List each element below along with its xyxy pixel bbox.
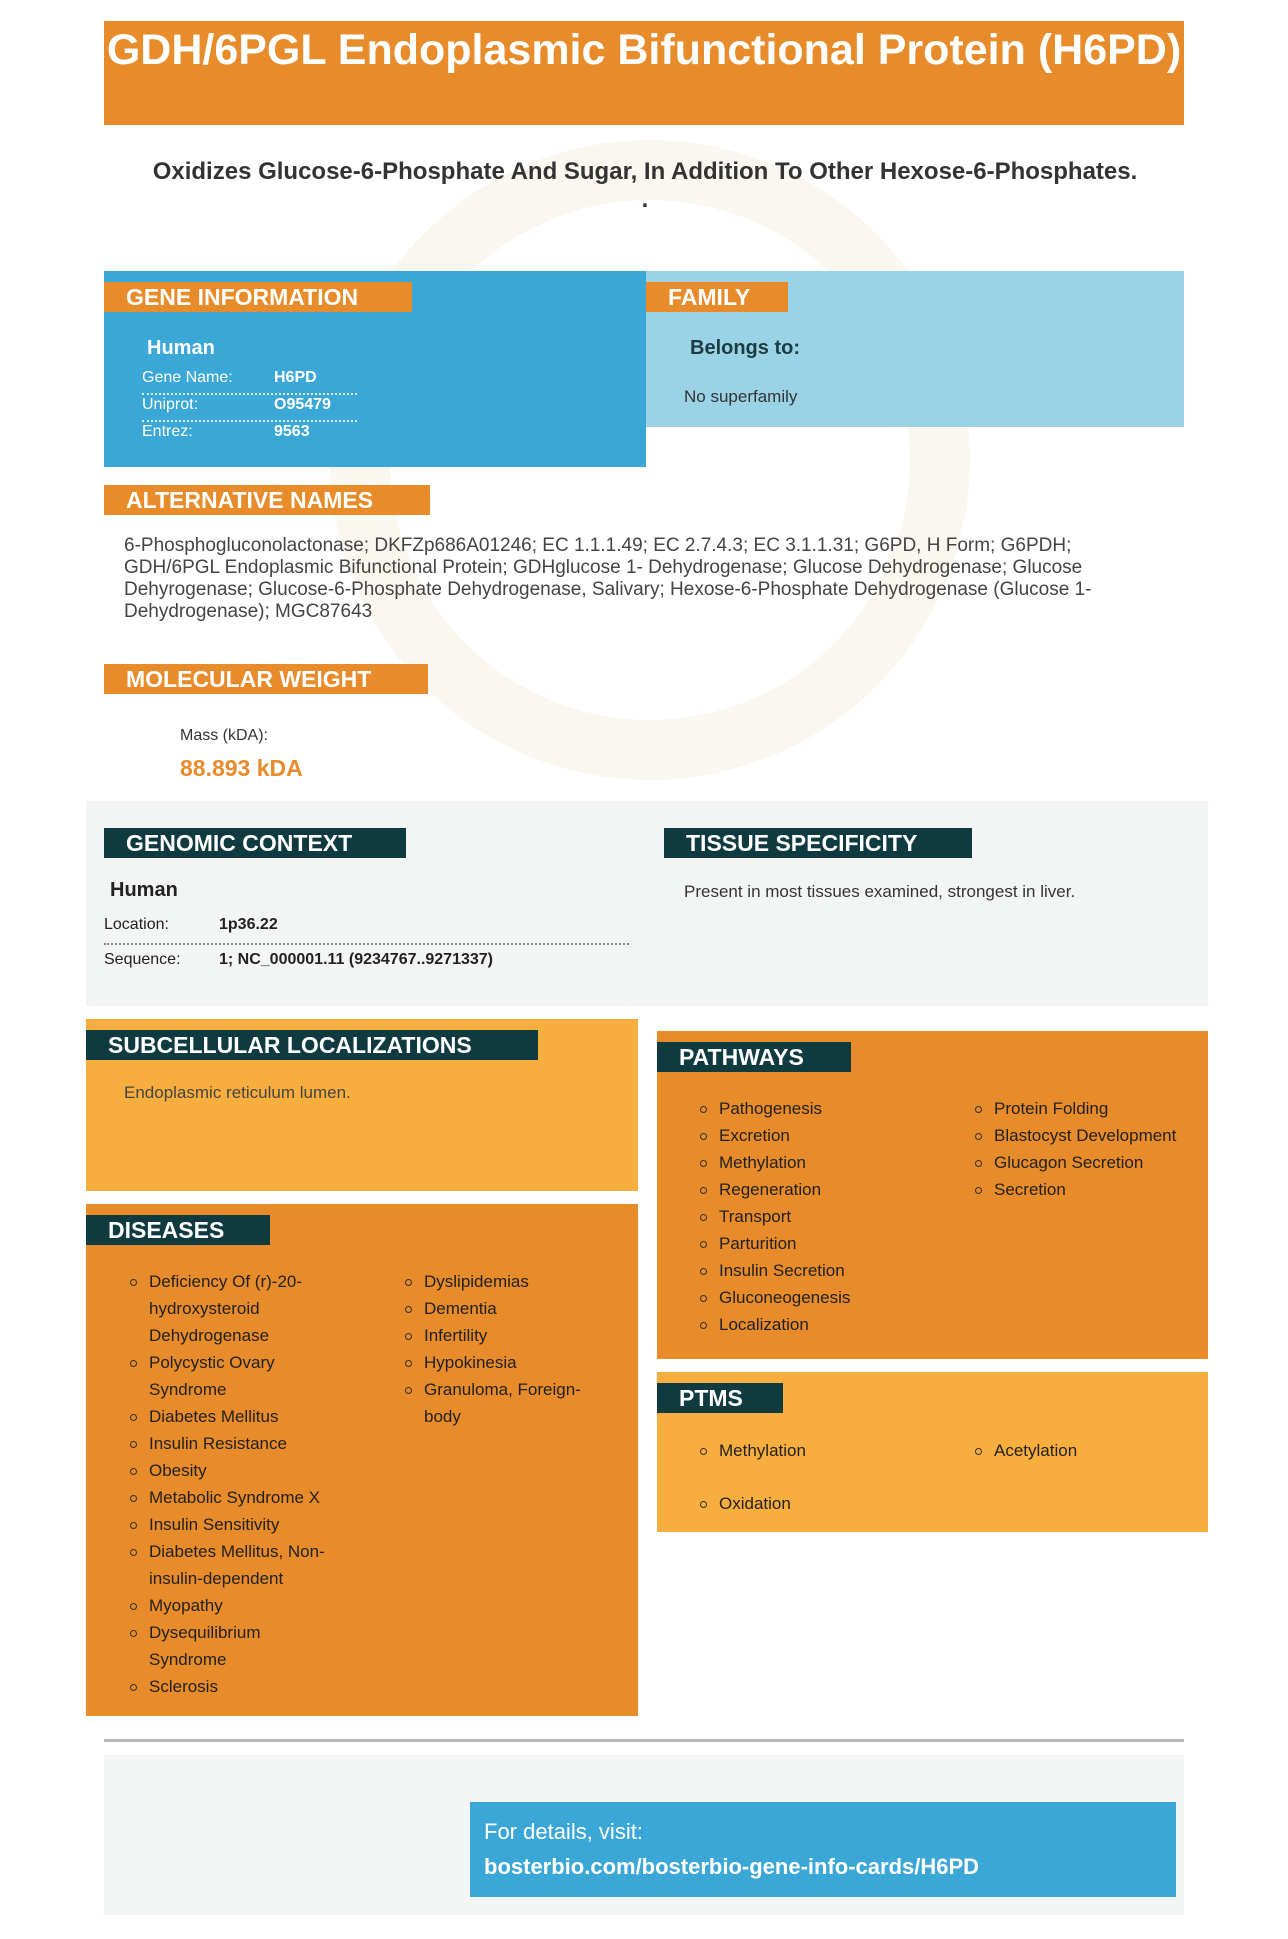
tissue-specificity-text: Present in most tissues examined, strongest in liver. — [684, 882, 1076, 901]
pathways-list-col1 — [700, 1095, 960, 1338]
list-item: Blastocyst Development — [975, 1122, 1200, 1149]
subcellular-header: SUBCELLULAR LOCALIZATIONS — [86, 1030, 538, 1060]
page-subtitle: Oxidizes Glucose-6-Phosphate And Sugar, In Addition To Other Hexose-6-Phosphates. . — [152, 158, 1138, 213]
list-item: Diabetes Mellitus, Non-insulin-dependent — [130, 1538, 340, 1592]
list-item: Granuloma, Foreign-body — [405, 1376, 605, 1430]
gene-information-header: GENE INFORMATION — [104, 282, 412, 312]
belongs-to-label: Belongs to: — [690, 337, 800, 359]
gene-name-label: Gene Name: — [142, 369, 233, 386]
mass-value: 88.893 kDA — [180, 755, 303, 781]
location-row — [104, 910, 629, 945]
list-item: Methylation — [700, 1149, 960, 1176]
list-item: Pathogenesis — [700, 1095, 960, 1122]
footer-divider — [104, 1739, 1184, 1742]
entrez-label: Entrez: — [142, 423, 193, 440]
diseases-list-col2 — [405, 1268, 605, 1430]
list-item: Oxidation — [700, 1490, 940, 1517]
list-item: Deficiency Of (r)-20-hydroxysteroid Dehydrogenase — [130, 1268, 340, 1349]
pathways-list-col2 — [975, 1095, 1200, 1203]
details-link[interactable]: bosterbio.com/bosterbio-gene-info-cards/H6PD — [484, 1854, 980, 1879]
list-item: Insulin Sensitivity — [130, 1511, 340, 1538]
list-item: Metabolic Syndrome X — [130, 1484, 340, 1511]
details-link-box[interactable] — [470, 1802, 1176, 1897]
list-item: Parturition — [700, 1230, 960, 1257]
location-value: 1p36.22 — [219, 916, 278, 933]
list-item: Polycystic Ovary Syndrome — [130, 1349, 340, 1403]
list-item: Regeneration — [700, 1176, 960, 1203]
list-item: Glucagon Secretion — [975, 1149, 1200, 1176]
diseases-header: DISEASES — [86, 1215, 270, 1245]
list-item: Protein Folding — [975, 1095, 1200, 1122]
uniprot-row — [142, 393, 357, 422]
list-item: Infertility — [405, 1322, 605, 1349]
family-header: FAMILY — [646, 282, 788, 312]
uniprot-label: Uniprot: — [142, 396, 199, 413]
molecular-weight-header: MOLECULAR WEIGHT — [104, 664, 428, 694]
list-item: Diabetes Mellitus — [130, 1403, 340, 1430]
list-item: Hypokinesia — [405, 1349, 605, 1376]
genomic-context-header: GENOMIC CONTEXT — [104, 828, 406, 858]
list-item: Acetylation — [975, 1437, 1175, 1464]
sequence-label: Sequence: — [104, 951, 181, 968]
list-item: Gluconeogenesis — [700, 1284, 960, 1311]
list-item: Dementia — [405, 1295, 605, 1322]
gene-name-row — [142, 366, 357, 395]
subcellular-text: Endoplasmic reticulum lumen. — [124, 1083, 351, 1102]
list-item: Insulin Resistance — [130, 1430, 340, 1457]
list-item: Secretion — [975, 1176, 1200, 1203]
genomic-species: Human — [110, 879, 178, 901]
diseases-list-col1 — [130, 1268, 340, 1700]
alternative-names-header: ALTERNATIVE NAMES — [104, 485, 430, 515]
page-title: GDH/6PGL Endoplasmic Bifunctional Protein (H6PD) — [104, 21, 1184, 125]
list-item: Myopathy — [130, 1592, 340, 1619]
ptms-list-col1 — [700, 1437, 940, 1517]
list-item: Dysequilibrium Syndrome — [130, 1619, 340, 1673]
alternative-names-text: 6-Phosphogluconolactonase; DKFZp686A01246; EC 1.1.1.49; EC 2.7.4.3; EC 3.1.1.31; G6PD, H Form; G6PDH; GDH/6PGL Endoplasmic Bifunctional Protein; GDHglucose 1- Dehydrogenase; Glucose Dehydrogenase; Glucose Dehyrogenase; Glucose-6-Phosphate Dehydrogenase, Salivary; Hexose-6-Phosphate Dehydrogenase (Glucose 1-Dehydrogenase); MGC87643 — [124, 535, 1092, 622]
ptms-list-col2 — [975, 1437, 1175, 1464]
tissue-specificity-header: TISSUE SPECIFICITY — [664, 828, 972, 858]
list-item: Sclerosis — [130, 1673, 340, 1700]
list-item: Transport — [700, 1203, 960, 1230]
list-item: Dyslipidemias — [405, 1268, 605, 1295]
ptms-header: PTMS — [657, 1383, 783, 1413]
pathways-header: PATHWAYS — [657, 1042, 851, 1072]
list-item: Obesity — [130, 1457, 340, 1484]
mass-label: Mass (kDA): — [180, 727, 268, 744]
entrez-value: 9563 — [274, 423, 310, 440]
list-item: Methylation — [700, 1437, 940, 1464]
gene-name-value: H6PD — [274, 369, 317, 386]
entrez-row — [142, 420, 357, 447]
details-label: For details, visit: — [484, 1819, 643, 1844]
list-item: Insulin Secretion — [700, 1257, 960, 1284]
uniprot-value: O95479 — [274, 396, 331, 413]
list-item: Excretion — [700, 1122, 960, 1149]
location-label: Location: — [104, 916, 169, 933]
gene-species: Human — [147, 337, 215, 359]
family-value: No superfamily — [684, 387, 798, 406]
sequence-value: 1; NC_000001.11 (9234767..9271337) — [219, 951, 493, 968]
list-item: Localization — [700, 1311, 960, 1338]
sequence-row — [104, 945, 629, 978]
